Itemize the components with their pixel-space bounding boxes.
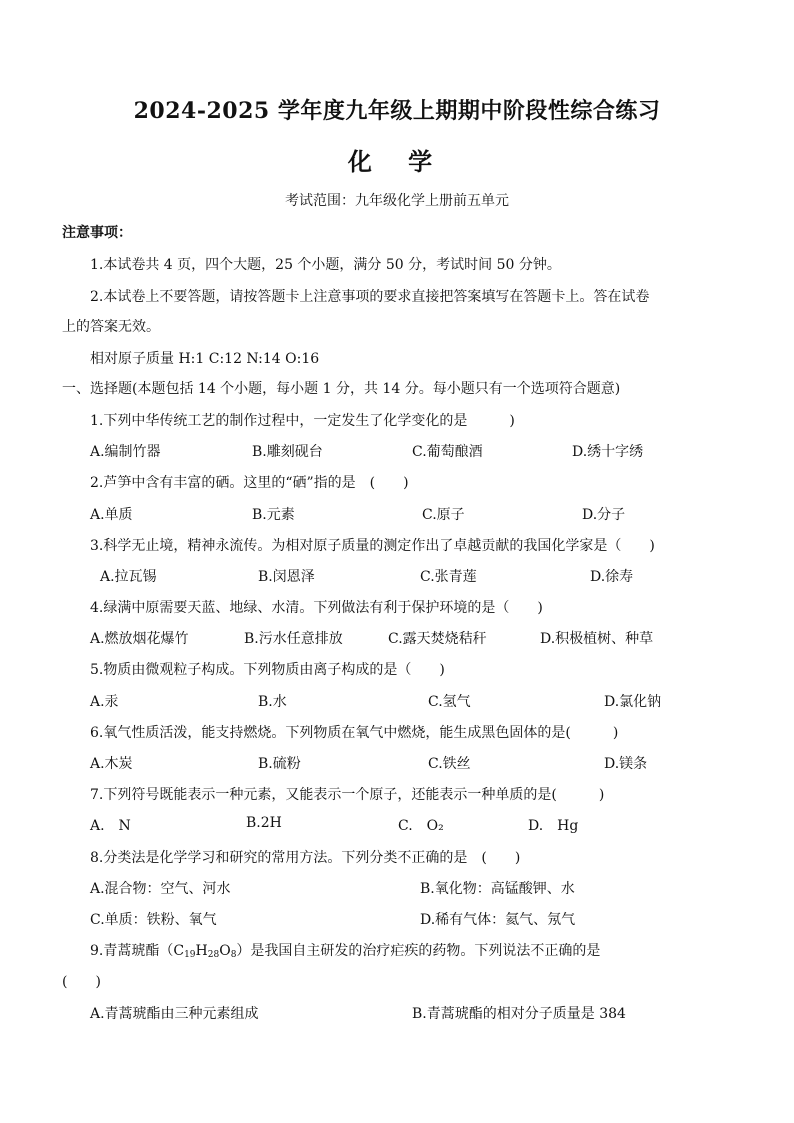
option-b: B.雕刻砚台 — [252, 444, 323, 460]
option-d: D.稀有气体：氦气、氖气 — [420, 912, 576, 928]
question-stem: 3.科学无止境，精神永流传。为相对原子质量的测定作出了卓越贡献的我国化学家是（ ) — [90, 538, 655, 554]
option-a: A.汞 — [90, 694, 119, 710]
option-a: A.拉瓦锡 — [100, 569, 157, 585]
option-c: C.铁丝 — [428, 756, 471, 772]
option-a: A. N — [90, 818, 131, 834]
option-c: C.葡萄酿酒 — [412, 444, 483, 460]
exam-scope: 考试范围：九年级化学上册前五单元 — [285, 193, 509, 209]
option-b: B.污水任意排放 — [244, 631, 343, 647]
formula-element: O — [219, 943, 231, 959]
note-item-1: 1.本试卷共 4 页，四个大题，25 个小题，满分 50 分，考试时间 50 分钟。 — [90, 257, 561, 273]
formula-subscript: 19 — [184, 950, 196, 960]
option-a: A.木炭 — [90, 756, 133, 772]
question-stem: 7.下列符号既能表示一种元素，又能表示一个原子，还能表示一种单质的是( ) — [90, 787, 605, 803]
atomic-mass-line: 相对原子质量 H:1 C:12 N:14 O:16 — [90, 351, 320, 367]
option-c: C.张青莲 — [420, 569, 477, 585]
formula-subscript: 28 — [207, 950, 220, 960]
question-stem: 8.分类法是化学学习和研究的常用方法。下列分类不正确的是 ( ) — [90, 850, 521, 866]
question-stem: 1.下列中华传统工艺的制作过程中，一定发生了化学变化的是 ) — [90, 413, 515, 429]
option-a: A.混合物：空气、河水 — [90, 881, 231, 897]
option-b: B.2H — [246, 815, 282, 831]
option-c: C.露天焚烧秸秆 — [388, 631, 487, 647]
option-d: D.积极植树、种草 — [540, 631, 654, 647]
option-c: C. O₂ — [398, 818, 444, 834]
option-c: C.原子 — [422, 507, 465, 523]
option-d: D.徐寿 — [590, 569, 634, 585]
option-b: B.水 — [258, 694, 287, 710]
stem-suffix: ）是我国自主研发的治疗疟疾的药物。下列说法不正确的是 — [236, 943, 601, 959]
option-a: A.编制竹器 — [90, 444, 161, 460]
question-stem — [90, 940, 600, 960]
note-item-2-line-1: 2.本试卷上不要答题，请按答题卡上注意事项的要求直接把答案填写在答题卡上。答在试卷 — [90, 289, 650, 305]
option-d: D.氯化钠 — [604, 694, 662, 710]
option-b: B.元素 — [252, 507, 295, 523]
subject-title: 化 学 — [347, 147, 447, 176]
option-a: A.青蒿琥酯由三种元素组成 — [90, 1006, 259, 1022]
stem-prefix: 9.青蒿琥酯（C — [90, 943, 185, 959]
option-c: C.氢气 — [428, 694, 471, 710]
option-d: D.分子 — [582, 507, 626, 523]
question-stem-line-2: ( ) — [62, 974, 101, 990]
option-a: A.单质 — [90, 507, 133, 523]
option-d: D.绣十字绣 — [572, 444, 644, 460]
formula-subscript: 8 — [230, 950, 237, 960]
option-b: B.氧化物：高锰酸钾、水 — [420, 881, 575, 897]
formula-element: H — [195, 943, 208, 959]
exam-title: 2024-2025 学年度九年级上期期中阶段性综合练习 — [133, 98, 661, 124]
option-d: D.镁条 — [604, 756, 648, 772]
question-stem: 5.物质由微观粒子构成。下列物质由离子构成的是（ ) — [90, 662, 445, 678]
option-b: B.硫粉 — [258, 756, 301, 772]
section-heading: 一、选择题(本题包括 14 个小题，每小题 1 分，共 14 分。每小题只有一个选项符合题意) — [62, 381, 621, 397]
question-stem: 2.芦笋中含有丰富的硒。这里的“硒”指的是 ( ) — [90, 475, 409, 491]
notes-heading: 注意事项： — [62, 225, 132, 241]
question-stem: 4.绿满中原需要天蓝、地绿、水清。下列做法有利于保护环境的是（ ) — [90, 600, 543, 616]
question-stem: 6.氧气性质活泼，能支持燃烧。下列物质在氧气中燃烧，能生成黑色固体的是( ) — [90, 725, 619, 741]
option-c: C.单质：铁粉、氧气 — [90, 912, 217, 928]
option-b: B.闵恩泽 — [258, 569, 315, 585]
option-d: D. Hg — [528, 818, 579, 834]
option-a: A.燃放烟花爆竹 — [90, 631, 189, 647]
option-b: B.青蒿琥酯的相对分子质量是 384 — [412, 1006, 626, 1022]
note-item-2-line-2: 上的答案无效。 — [62, 319, 160, 335]
